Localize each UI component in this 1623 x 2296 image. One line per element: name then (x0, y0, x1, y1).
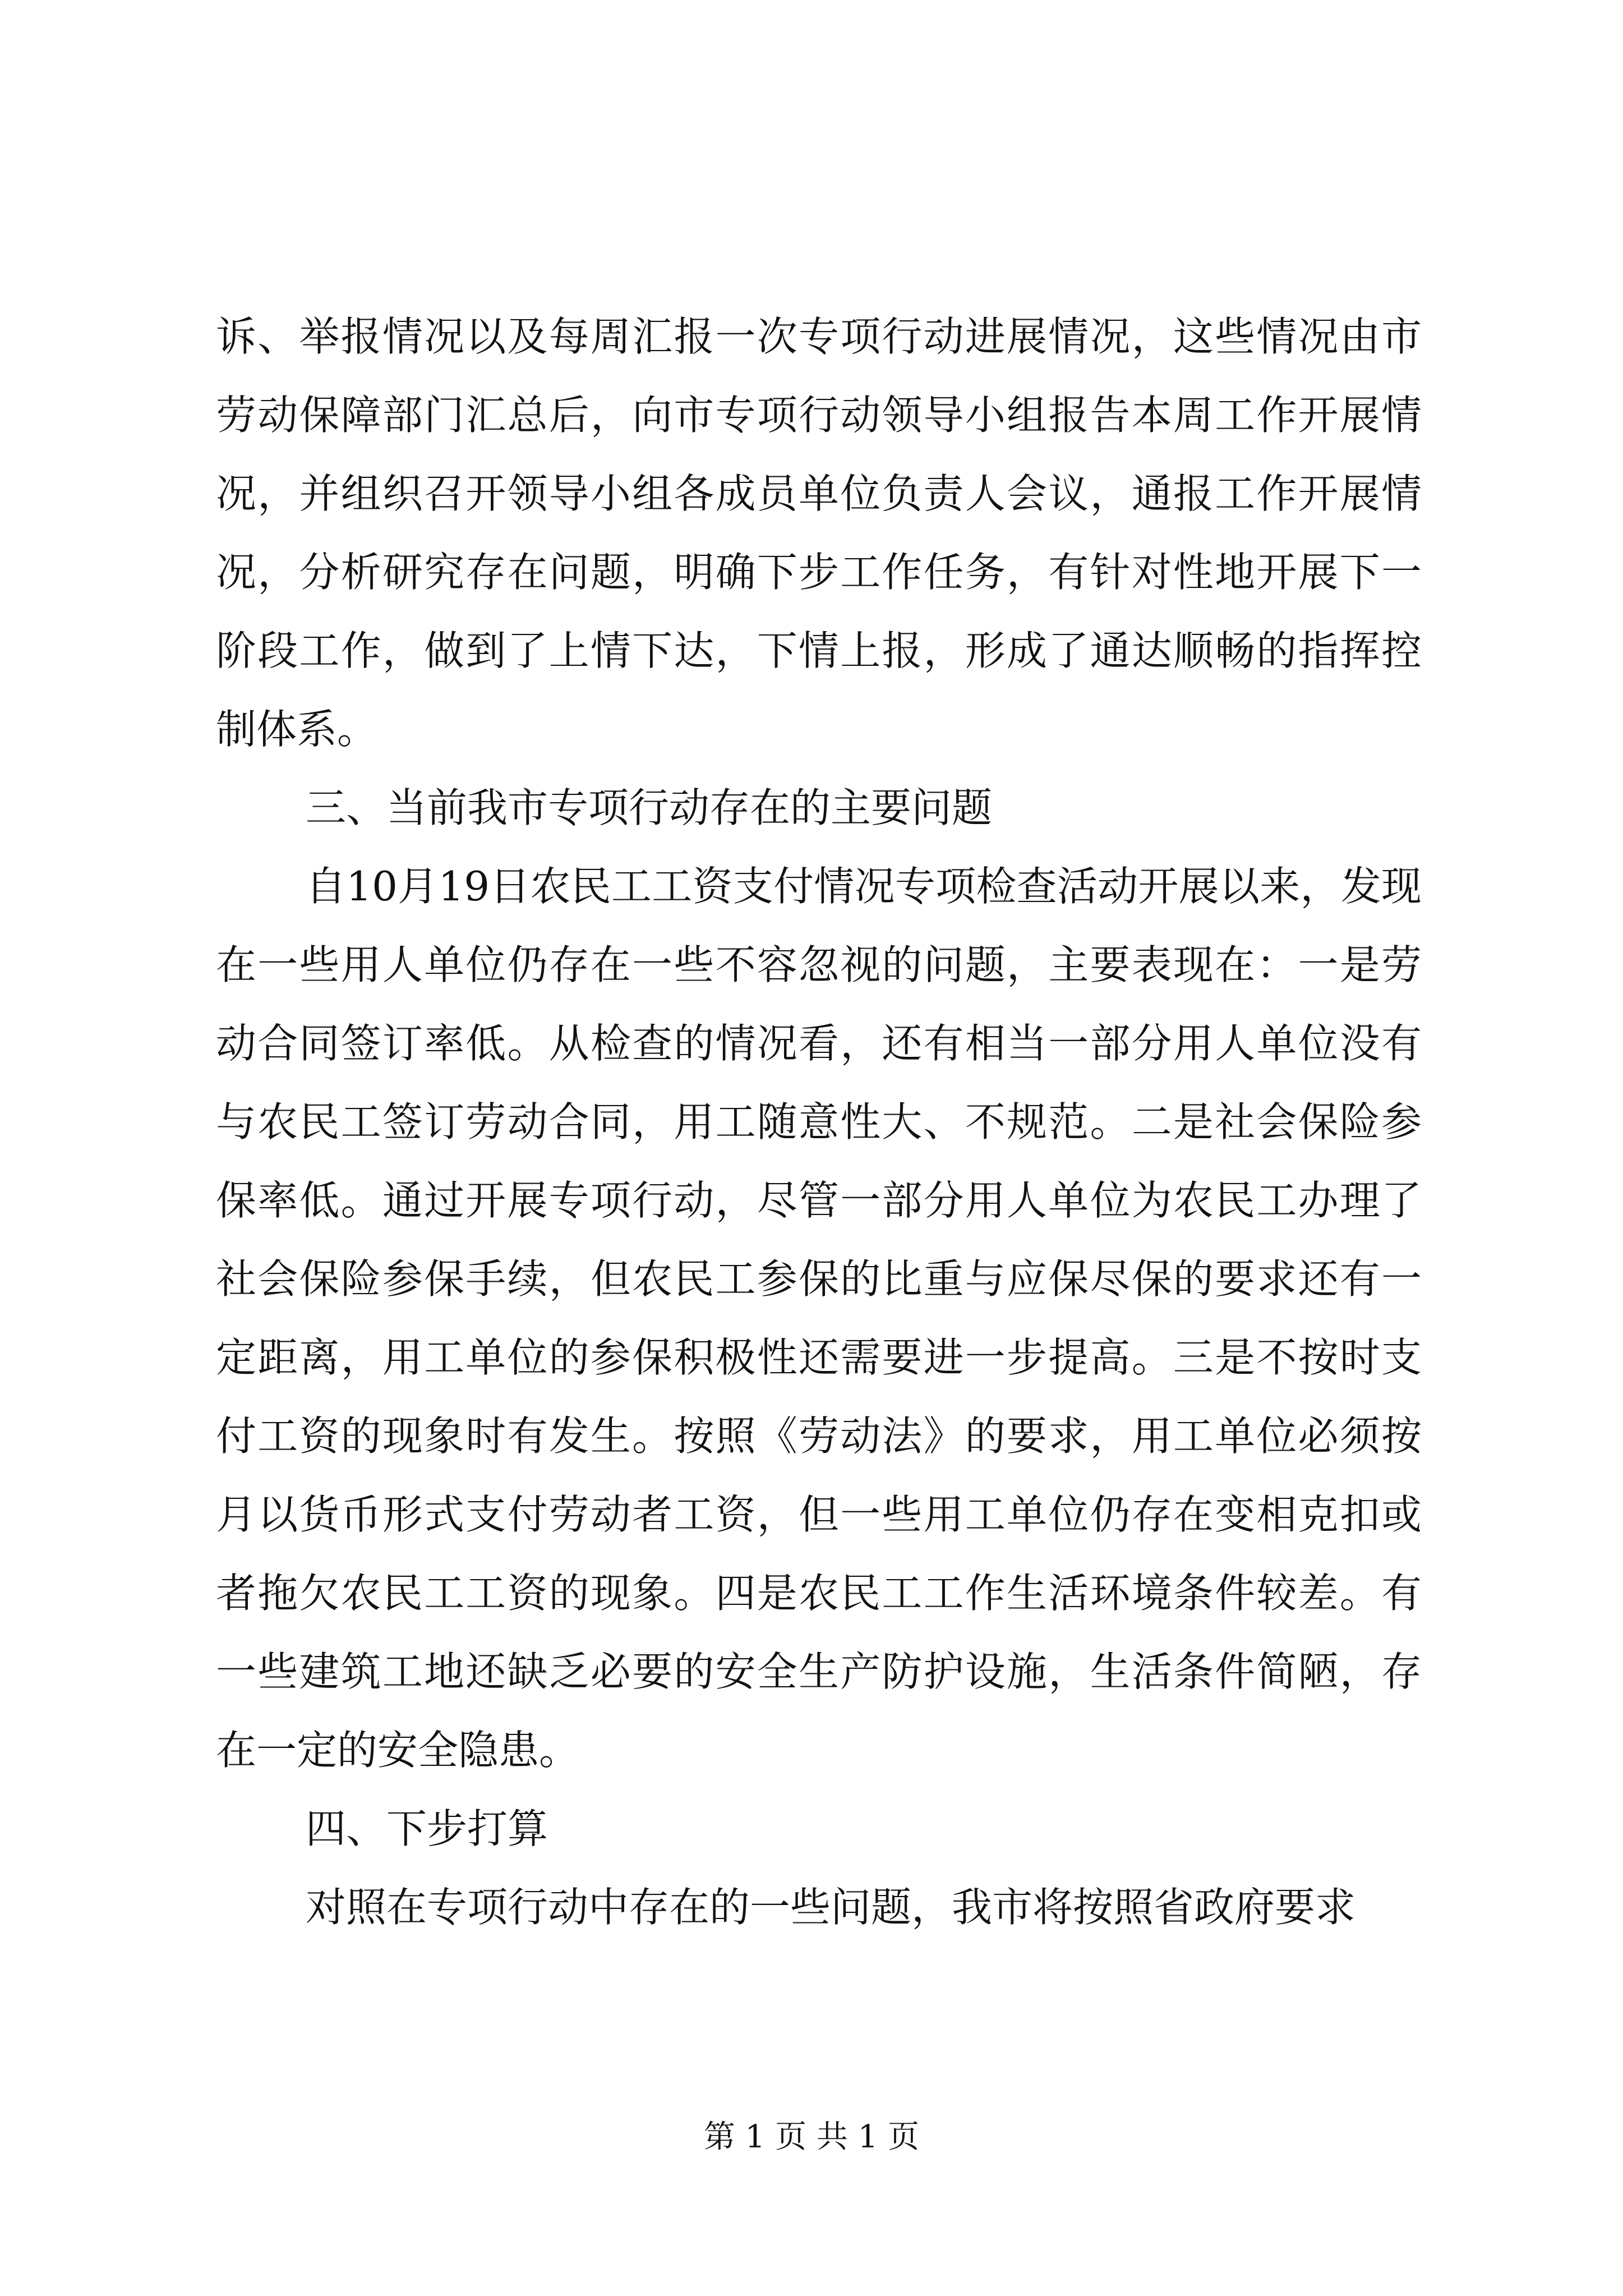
page-footer: 第 1 页 共 1 页 (703, 2119, 920, 2155)
paragraph-next-steps: 对照在专项行动中存在的一些问题，我市将按照省政府要求 (306, 1884, 1356, 1931)
section-heading-3: 三、当前我市专项行动存在的主要问题 (306, 784, 993, 831)
paragraph-continuation: 诉、举报情况以及每周汇报一次专项行动进展情况，这些情况由市劳动保障部门汇总后，向市专项行动领导小组报告本周工作开展情况，并组织召开领导小组各成员单位负责人会议，通报工作开展情况，分析研究存在问题，明确下步工作任务，有针对性地开展下一阶段工作，做到了上情下达，下情上报，形成了通达顺畅的指挥控制体系。 (216, 313, 1422, 753)
paragraph-main-problems: 自10月19日农民工工资支付情况专项检查活动开展以来，发现在一些用人单位仍存在一些不容忽视的问题，主要表现在：一是劳动合同签订率低。从检查的情况看，还有相当一部分用人单位没有与农民工签订劳动合同，用工随意性大、不规范。二是社会保险参保率低。通过开展专项行动，尽管一部分用人单位为农民工办理了社会保险参保手续，但农民工参保的比重与应保尽保的要求还有一定距离，用工单位的参保积极性还需要进一步提高。三是不按时支付工资的现象时有发生。按照《劳动法》的要求，用工单位必须按月以货币形式支付劳动者工资，但一些用工单位仍存在变相克扣或者拖欠农民工工资的现象。四是农民工工作生活环境条件较差。有一些建筑工地还缺乏必要的安全生产防护设施，生活条件简陋，存在一定的安全隐患。 (216, 863, 1422, 1774)
section-heading-4: 四、下步打算 (306, 1805, 548, 1852)
document-body (216, 297, 1422, 1947)
